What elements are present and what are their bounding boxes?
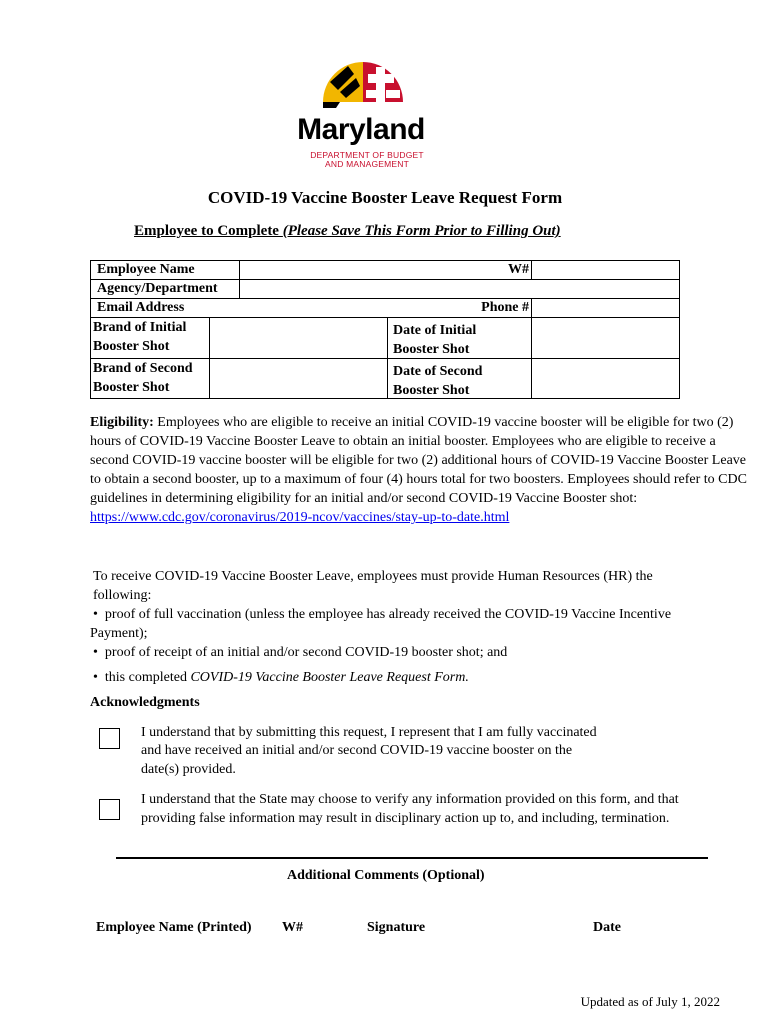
comments-divider [116,857,708,859]
logo-subtitle-line2: AND MANAGEMENT [324,159,410,169]
bullet-2 [93,645,507,661]
bullet-1-line2: Payment); [90,626,148,641]
form-title: COVID-19 Vaccine Booster Leave Request Form [207,188,563,207]
label-date-second-line1: Date of Second [393,364,483,379]
label-signature: Signature [367,920,426,935]
eligibility-text: Employees who are eligible to receive an initial COVID-19 vaccine booster will be eligible for two (2) hours of COVID-19 Vaccine Booster Leave to obtain an initial booster. Employees who are eligible to receive a second COVID-19 vaccine booster will be eligible for two (2) additional hours of COVID-19 Vaccine Booster Leave to obtain a second booster, up to a maximum of four (4) hours total for two boosters. Employees should refer to CDC guidelines in determining eligibility for an initial and/or second COVID-19 Vaccine Booster shot: [90,415,747,506]
maryland-flag-logo-icon [318,52,408,114]
w-number-field[interactable] [532,261,678,279]
bullet-icon: • [93,670,105,685]
logo-subtitle-line1: DEPARTMENT OF BUDGET [310,150,424,160]
acknowledgments-heading: Acknowledgments [90,695,200,710]
requirements-intro-line1: To receive COVID-19 Vaccine Booster Leave, employees must provide Human Resources (HR) the [93,569,653,584]
requirements-intro-line2: following: [93,588,152,603]
brand-second-field[interactable] [210,359,386,398]
phone-field[interactable] [532,299,678,317]
brand-initial-field[interactable] [210,318,386,358]
label-phone: Phone # [481,299,529,315]
logo-wordmark: Maryland [297,113,425,146]
agency-department-field[interactable] [240,280,678,298]
instructions-prefix: Employee to Complete [134,223,283,239]
ack-1-line3: date(s) provided. [141,762,236,777]
instructions [134,223,561,240]
ack-2-line1: I understand that the State may choose to verify any information provided on this form, and that [141,792,679,807]
label-signature-w-number: W# [282,920,303,935]
bullet-icon: • [93,645,105,660]
label-w-number: W# [508,262,529,277]
date-initial-field[interactable] [532,318,678,358]
label-agency-department: Agency/Department [97,280,218,296]
ack-2-checkbox[interactable] [99,799,120,820]
bullet-3-italic: COVID-19 Vaccine Booster Leave Request Form. [190,670,469,685]
instructions-italic: (Please Save This Form Prior to Filling Out) [282,223,561,239]
ack-1-checkbox[interactable] [99,728,120,749]
ack-2-line2: providing false information may result in disciplinary action up to, and including, termination. [141,811,670,826]
label-date: Date [593,920,621,935]
label-brand-initial-line1: Brand of Initial [93,320,187,335]
label-date-initial-line2: Booster Shot [393,342,470,357]
additional-comments-label: Additional Comments (Optional) [287,868,485,883]
eligibility-label: Eligibility: [90,415,154,430]
bullet-3-prefix: this completed [104,670,191,685]
bullet-icon: • [93,607,105,622]
ack-1-line1: I understand that by submitting this request, I represent that I am fully vaccinated [141,725,597,740]
employee-name-field[interactable] [240,261,500,279]
label-brand-initial-line2: Booster Shot [93,339,170,354]
label-employee-name-printed: Employee Name (Printed) [96,920,252,935]
bullet-1 [93,607,671,623]
bullet-1-text: proof of full vaccination (unless the employee has already received the COVID-19 Vaccine Incentive [104,607,672,622]
cdc-link[interactable]: https://www.cdc.gov/coronavirus/2019-ncov/vaccines/stay-up-to-date.html [90,510,510,525]
label-brand-second-line2: Booster Shot [93,380,170,395]
bullet-3 [93,670,469,686]
updated-date-footer: Updated as of July 1, 2022 [580,994,720,1009]
label-brand-second-line1: Brand of Second [93,361,193,376]
label-date-second-line2: Booster Shot [393,383,470,398]
eligibility-paragraph [90,413,750,527]
form-table [90,260,680,399]
bullet-2-text: proof of receipt of an initial and/or second COVID-19 booster shot; and [104,645,508,660]
label-email-address: Email Address [97,299,185,315]
label-employee-name: Employee Name [97,262,195,277]
ack-1-line2: and have received an initial and/or second COVID-19 vaccine booster on the [141,743,573,758]
label-date-initial-line1: Date of Initial [393,323,477,338]
date-second-field[interactable] [532,359,678,398]
